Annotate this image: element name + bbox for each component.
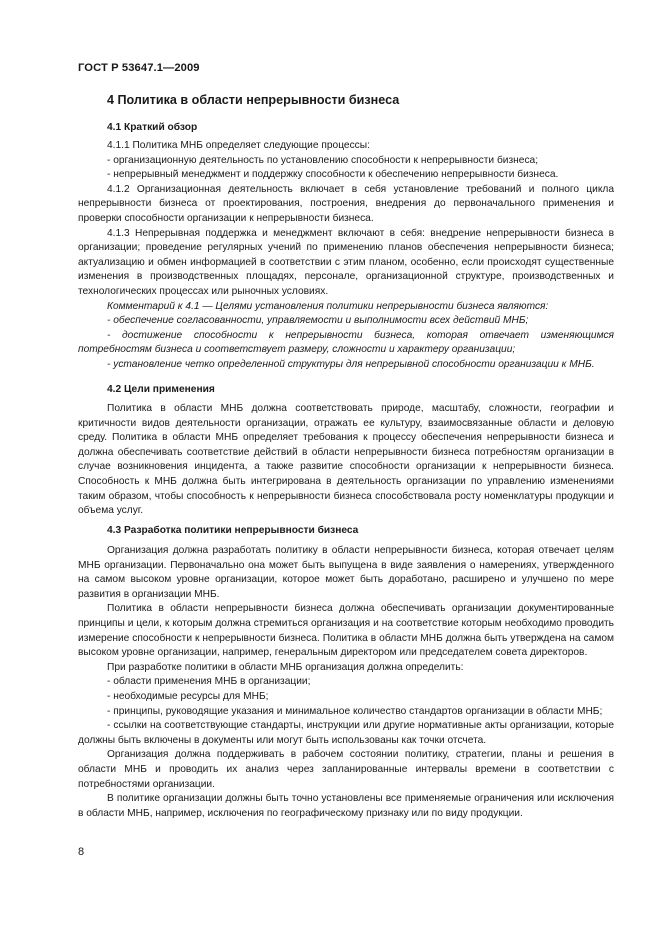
subsection-heading-4-2: 4.2 Цели применения (107, 384, 215, 395)
comment-list-item: - обеспечение согласованности, управляемости и выполнимости всех действий МНБ; (107, 315, 529, 327)
paragraph: Организация должна разработать политику в области непрерывности бизнеса, которая отвечает целям МНБ организации. Первоначально она может быть выпущена в виде заявления о намерениях, утвержденного на самом высоком уровне организации, которое может быть доработано, расширено и улучшено по мере развития в организации МНБ. (78, 545, 614, 600)
paragraph: Организация должна поддерживать в рабочем состоянии политику, стратегии, планы и решения в области МНБ и проводить их анализ через запланированные интервалы времени в соответствии с потребностями организации. (78, 749, 614, 790)
section-heading: 4 Политика в области непрерывности бизнеса (107, 93, 400, 107)
subsection-heading-4-1: 4.1 Краткий обзор (107, 122, 198, 133)
list-item: - необходимые ресурсы для МНБ; (107, 690, 269, 702)
subsection-heading-4-3: 4.3 Разработка политики непрерывности бизнеса (107, 525, 359, 536)
paragraph: 4.1.2 Организационная деятельность включает в себя установление требований и полного цикла непрерывности бизнеса от проектирования, построения, внедрения до первоначального применения и проверки способности организации к непрерывности бизнеса. (78, 183, 614, 224)
list-item: - непрерывный менеджмент и поддержку способности к обеспечению непрерывности бизнеса. (107, 169, 559, 181)
paragraph: 4.1.3 Непрерывная поддержка и менеджмент включают в себя: внедрение непрерывности бизнеса в организации; проведение регулярных учений по применению планов обеспечения непрерывности бизнеса; актуализацию и обмен информацией в соответствии с этим планом, особенно, если происходят существенные изменения в производственных площадях, персонале, организационной структуре, производственных и технологических процессах или рыночных условиях. (78, 227, 614, 297)
comment-list-item: - достижение способности к непрерывности бизнеса, которая отвечает изменяющимся потребностям бизнеса и соответствует размеру, сложности и характеру организации; (78, 329, 614, 356)
list-item: - организационную деятельность по установлению способности к непрерывности бизнеса; (107, 154, 539, 166)
subsection-4-3-body (78, 544, 614, 821)
list-item: - области применения МНБ в организации; (107, 676, 311, 688)
subsection-4-2-body (78, 402, 614, 519)
comment-list-item: - установление четко определенной структуры для непрерывной способности организации к МНБ. (107, 358, 595, 370)
list-item: - принципы, руководящие указания и минимальное количество стандартов организации в области МНБ; (107, 705, 603, 717)
comment-paragraph: Комментарий к 4.1 — Целями установления политики непрерывности бизнеса являются: (107, 300, 549, 312)
page-number: 8 (78, 846, 85, 858)
subsection-4-1-body (78, 139, 614, 373)
standard-header: ГОСТ Р 53647.1—2009 (78, 62, 200, 74)
paragraph: Политика в области МНБ должна соответствовать природе, масштабу, сложности, географии и критичности видов деятельности организации, отражать ее культуру, взаимосвязанные области и деловую среду. Политика в области МНБ определяет требования к процессу обеспечения непрерывности бизнеса и должна обеспечивать соответствие действий в области непрерывности бизнеса потребностям организации в случае возникновения инцидента, а также развитие способности организации к непрерывности бизнеса. Способность к МНБ должна быть интегрирована в деятельность организации по управлению изменениями таким образом, чтобы способность к непрерывности бизнеса способствовала росту номенклатуры продукции и объема услуг. (78, 403, 614, 517)
paragraph: Политика в области непрерывности бизнеса должна обеспечивать организации документированные принципы и цели, к которым должна стремиться организация и на соответствие которым необходимо проводить измерение способности к непрерывности бизнеса. Политика в области МНБ должна быть утверждена на самом высоком уровне организации, например, генеральным директором или председателем совета директоров. (78, 603, 614, 659)
paragraph: 4.1.1 Политика МНБ определяет следующие процессы: (107, 140, 370, 151)
paragraph: При разработке политики в области МНБ организация должна определить: (107, 661, 464, 673)
list-item: - ссылки на соответствующие стандарты, инструкции или другие нормативные акты организации, которые должны быть включены в документы или могут быть использованы как точки отсчета. (78, 720, 614, 746)
paragraph: В политике организации должны быть точно установлены все применяемые ограничения или исключения в области МНБ, например, исключения по географическому признаку или по виду продукции. (78, 793, 614, 819)
